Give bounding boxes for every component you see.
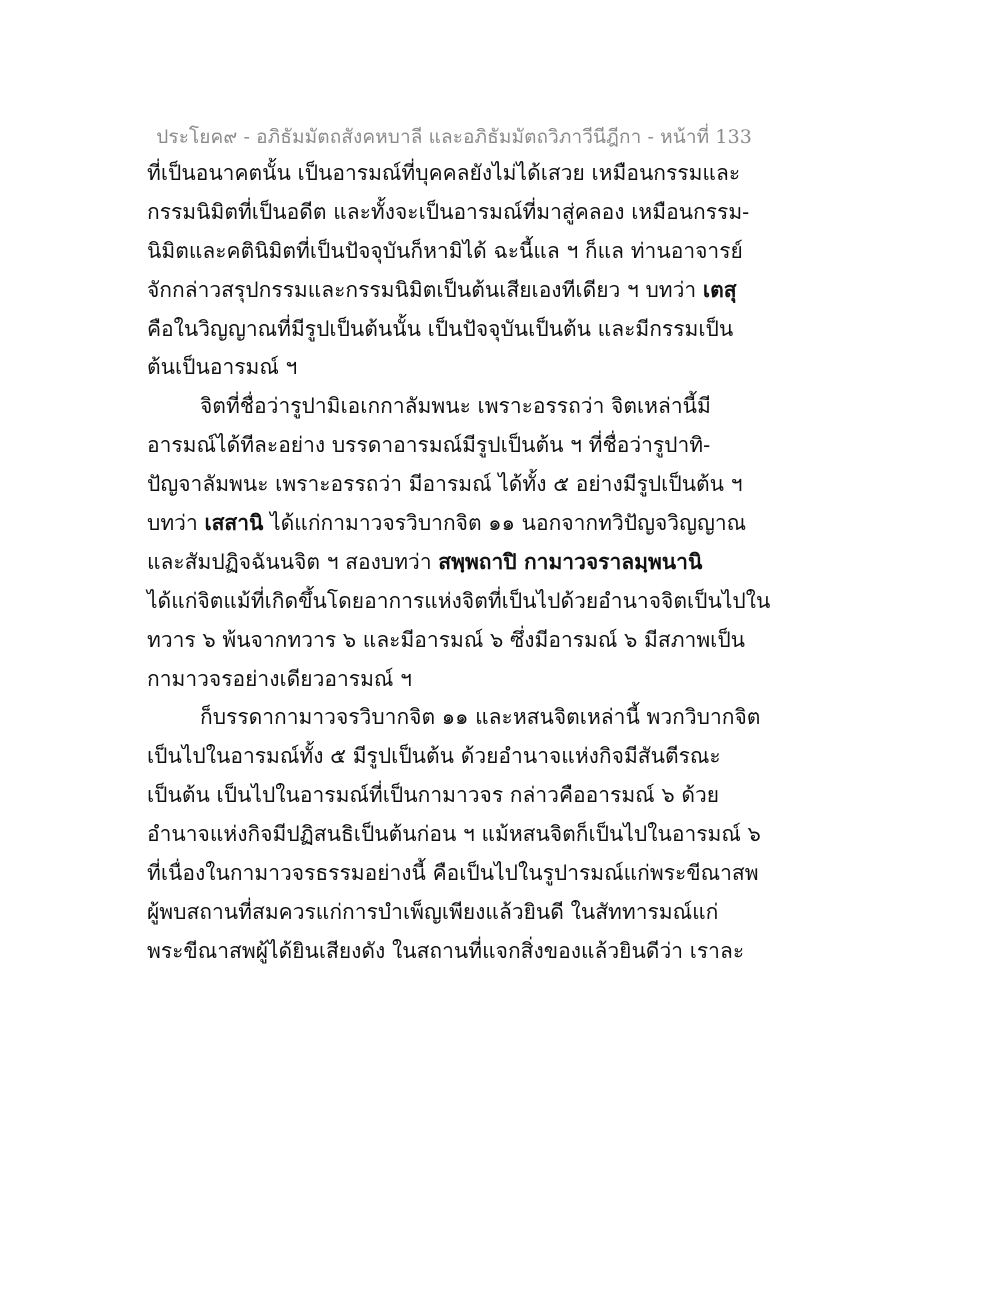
text-line	[147, 154, 747, 193]
text-line	[147, 504, 747, 543]
text-line	[147, 932, 747, 971]
text-run: กามาวจรอย่างเดียวอารมณ์ ฯ	[147, 666, 412, 691]
text-run: กรรมนิมิตที่เป็นอดีต และทั้งจะเป็นอารมณ์ที่มาสู่คลอง เหมือนกรรม-	[147, 199, 750, 224]
text-line	[147, 232, 747, 271]
text-line	[147, 776, 747, 815]
body-text	[147, 154, 771, 971]
text-line	[147, 854, 759, 893]
text-run: เป็นไปในอารมณ์ทั้ง ๕ มีรูปเป็นต้น ด้วยอำนาจแห่งกิจมีสันตีรณะ	[147, 744, 721, 769]
text-run: พระขีณาสพผู้ได้ยินเสียงดัง ในสถานที่แจกสิ่งของแล้วยินดีว่า เราละ	[147, 938, 745, 963]
text-line	[147, 582, 771, 621]
text-line	[147, 426, 747, 465]
running-header: ประโยค๙ - อภิธัมมัตถสังคหบาลี และอภิธัมมัตถวิภาวีนีฎีกา - หน้าที่ 133	[156, 126, 752, 148]
text-line	[147, 621, 747, 660]
text-run: บทว่า	[147, 511, 205, 536]
text-line	[147, 193, 750, 232]
text-line	[147, 465, 747, 504]
text-line	[147, 310, 747, 349]
text-run: อำนาจแห่งกิจมีปฏิสนธิเป็นต้นก่อน ฯ แม้หสนจิตก็เป็นไปในอารมณ์ ๖	[147, 822, 761, 847]
text-line	[147, 815, 761, 854]
bold-term: สพฺพถาปิ กามาวจราลมฺพนานิ	[438, 548, 703, 574]
text-run: นิมิตและคตินิมิตที่เป็นปัจจุบันก็หามิได้ ฉะนี้แล ฯ ก็แล ท่านอาจารย์	[147, 238, 743, 263]
bold-term: เตสุ	[702, 276, 737, 302]
text-line	[147, 737, 747, 776]
text-run: จิตที่ชื่อว่ารูปามิเอเกกาลัมพนะ เพราะอรรถว่า จิตเหล่านี้มี	[200, 394, 711, 419]
text-run: ปัญจาลัมพนะ เพราะอรรถว่า มีอารมณ์ ได้ทั้ง ๕ อย่างมีรูปเป็นต้น ฯ	[147, 472, 743, 497]
text-line	[147, 698, 761, 737]
text-run: ที่เนื่องในกามาวจรธรรมอย่างนี้ คือเป็นไปในรูปารมณ์แก่พระขีณาสพ	[147, 861, 759, 886]
text-line	[147, 893, 747, 932]
text-run: อารมณ์ได้ทีละอย่าง บรรดาอารมณ์มีรูปเป็นต้น ฯ ที่ชื่อว่ารูปาทิ-	[147, 433, 711, 458]
text-run: จักกล่าวสรุปกรรมและกรรมนิมิตเป็นต้นเสียเองทีเดียว ฯ บทว่า	[147, 277, 703, 302]
text-run: ที่เป็นอนาคตนั้น เป็นอารมณ์ที่บุคคลยังไม่ได้เสวย เหมือนกรรมและ	[147, 161, 741, 185]
text-run: ผู้พบสถานที่สมควรแก่การบำเพ็ญเพียงแล้วยินดี ในสัททารมณ์แก่	[147, 899, 719, 924]
text-run: ได้แก่จิตแม้ที่เกิดขึ้นโดยอาการแห่งจิตที่เป็นไปด้วยอำนาจจิตเป็นไปใน	[147, 588, 771, 613]
text-line	[147, 543, 747, 582]
text-run: ทวาร ๖ พ้นจากทวาร ๖ และมีอารมณ์ ๖ ซึ่งมีอารมณ์ ๖ มีสภาพเป็น	[147, 627, 746, 652]
text-run: คือในวิญญาณที่มีรูปเป็นต้นนั้น เป็นปัจจุบันเป็นต้น และมีกรรมเป็น	[147, 316, 734, 341]
paragraph	[147, 387, 771, 698]
text-line	[147, 271, 747, 310]
text-run: และสัมปฏิจฉันนจิต ฯ สองบทว่า	[147, 549, 439, 574]
text-run: เป็นต้น เป็นไปในอารมณ์ที่เป็นกามาวจร กล่าวคืออารมณ์ ๖ ด้วย	[147, 783, 720, 808]
paragraph	[147, 698, 761, 970]
text-run: ต้นเป็นอารมณ์ ฯ	[147, 355, 298, 380]
paragraph	[147, 154, 750, 387]
text-line	[147, 660, 747, 699]
text-run: ได้แก่กามาวจรวิบากจิต ๑๑ นอกจากทวิปัญจวิญญาณ	[263, 511, 747, 536]
text-line	[147, 387, 747, 426]
text-run: ก็บรรดากามาวจรวิบากจิต ๑๑ และหสนจิตเหล่านี้ พวกวิบากจิต	[200, 705, 761, 730]
text-line	[147, 348, 747, 387]
bold-term: เสสานิ	[204, 510, 264, 536]
